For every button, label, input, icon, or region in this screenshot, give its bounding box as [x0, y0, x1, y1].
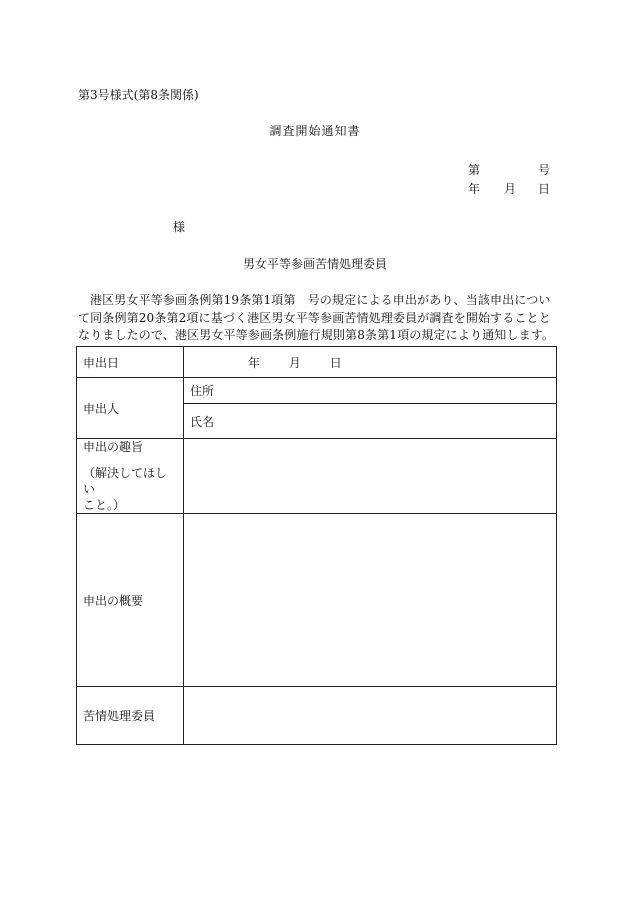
applicant-label-cell: 申出人	[77, 378, 184, 439]
date-year-label: 年	[468, 182, 481, 196]
date-year: 年	[248, 355, 261, 370]
summary-label-cell: 申出の概要	[77, 514, 184, 687]
addressee-suffix: 様	[173, 220, 186, 234]
date-value-cell	[184, 347, 557, 378]
table-row	[77, 439, 557, 514]
commissioner-value-cell	[184, 687, 557, 745]
notice-body: 港区男女平等参画条例第19条第1項第 号の規定による申出があり、当該申出について同条例第20条第2項に基づく港区男女平等参画苦情処理委員が調査を開始することとなりましたので、港区男女平等参画条例施行規則第8条第1項の規定により通知します。	[78, 293, 555, 342]
number-suffix: 号	[538, 163, 551, 177]
purpose-note-line2: こと。）	[83, 498, 126, 512]
address-cell: 住所	[184, 378, 557, 404]
date-day: 日	[329, 355, 342, 370]
notice-table	[76, 346, 557, 745]
name-cell: 氏名	[184, 404, 557, 439]
document-title: 調査開始通知書	[269, 124, 361, 138]
purpose-note-line1: （解決してほしい	[83, 466, 168, 496]
table-row	[77, 687, 557, 745]
table-row	[77, 514, 557, 687]
form-number-label: 第3号様式(第8条関係)	[78, 88, 199, 102]
table-row	[77, 347, 557, 378]
sender-name: 男女平等参画苦情処理委員	[242, 257, 387, 271]
purpose-label-cell	[77, 439, 184, 514]
purpose-label: 申出の趣旨	[83, 440, 144, 454]
commissioner-label-cell: 苦情処理委員	[77, 687, 184, 745]
purpose-value-cell	[184, 439, 557, 514]
summary-value-cell	[184, 514, 557, 687]
date-label-cell: 申出日	[77, 347, 184, 378]
table-row	[77, 378, 557, 404]
number-prefix: 第	[468, 163, 481, 177]
date-day-label: 日	[538, 182, 551, 196]
date-month: 月	[288, 355, 301, 370]
date-month-label: 月	[504, 182, 517, 196]
